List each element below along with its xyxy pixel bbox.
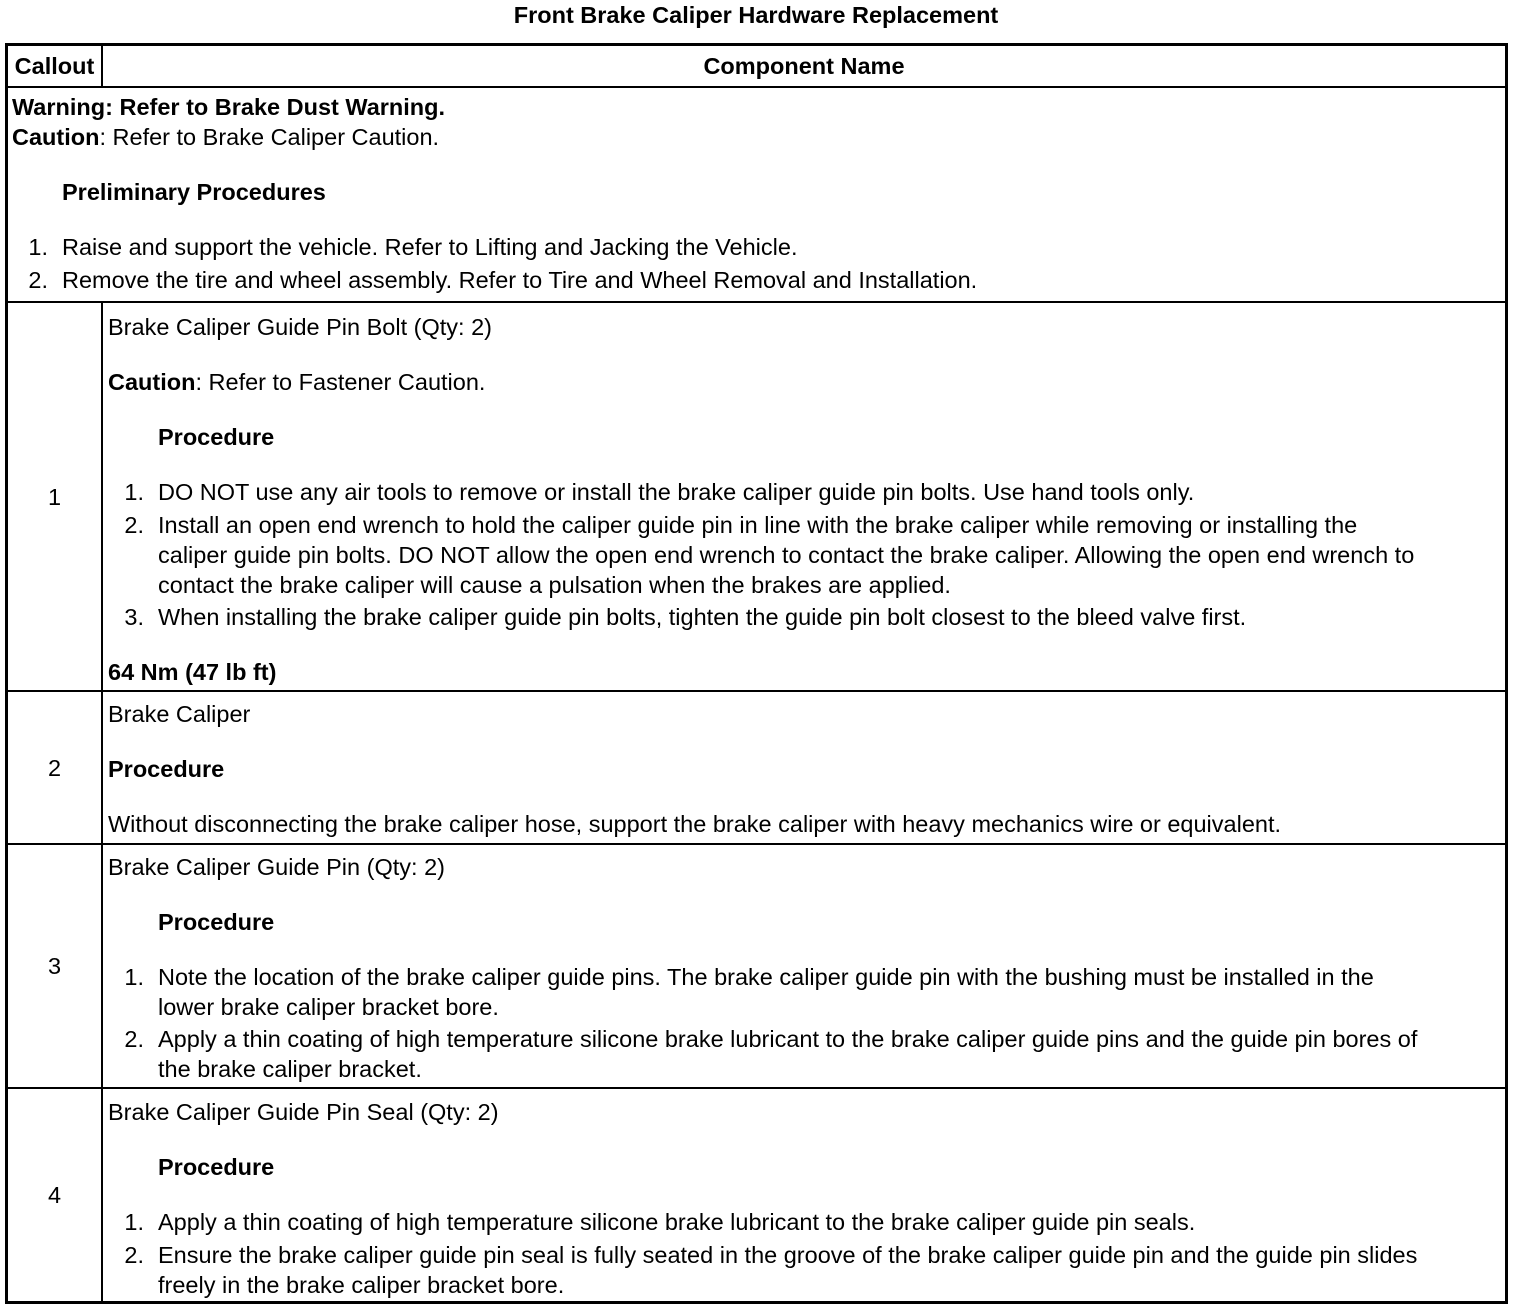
warning-text: : Refer to Brake Dust Warning.: [105, 94, 446, 120]
procedure-text: Without disconnecting the brake caliper hose, support the brake caliper with heavy mechanics wire or equivalent.: [108, 811, 1282, 837]
warning-line: [12, 92, 445, 122]
warning-label: Warning: [12, 94, 106, 120]
caution-text: : Refer to Brake Caliper Caution.: [99, 124, 440, 150]
component-name: Brake Caliper Guide Pin (Qty: 2): [108, 854, 445, 880]
procedure-heading: Procedure: [108, 756, 225, 782]
step-text: Install an open end wrench to hold the caliper guide pin in line with the brake caliper while removing or installing the: [158, 512, 1358, 538]
page-title: Front Brake Caliper Hardware Replacement: [513, 2, 999, 28]
callout-number: 3: [47, 953, 62, 979]
step-text: Note the location of the brake caliper guide pins. The brake caliper guide pin with the bushing must be installed in the: [158, 964, 1374, 990]
procedure-table: [5, 43, 1508, 1304]
table-row: [8, 692, 1505, 845]
step-text: Remove the tire and wheel assembly. Refer to Tire and Wheel Removal and Installation.: [62, 267, 978, 293]
table-row: [8, 1089, 1505, 1301]
caution-label: Caution: [12, 124, 100, 150]
callout-number: 1: [47, 483, 62, 510]
callout-cell: [8, 692, 103, 843]
table-row: [8, 303, 1505, 692]
procedure-heading: Procedure: [158, 424, 275, 450]
step-text: caliper guide pin bolts. DO NOT allow the open end wrench to contact the brake caliper. Allowing the open end wrench to: [158, 542, 1415, 568]
step-text: the brake caliper bracket.: [158, 1056, 422, 1082]
step-text: DO NOT use any air tools to remove or install the brake caliper guide pin bolts. Use hand tools only.: [158, 479, 1195, 505]
step-number: 1.: [28, 234, 48, 260]
component-name: Brake Caliper Guide Pin Bolt (Qty: 2): [108, 314, 492, 340]
step-number: 3.: [124, 604, 144, 630]
preliminary-heading: Preliminary Procedures: [62, 179, 326, 205]
preliminary-section: [8, 88, 1505, 303]
table-row: [8, 845, 1505, 1089]
caution-line: [108, 367, 485, 397]
step-text: Ensure the brake caliper guide pin seal is fully seated in the groove of the brake caliper guide pin and the guide pin slides: [158, 1242, 1418, 1268]
caution-line: [12, 122, 439, 152]
step-text: When installing the brake caliper guide pin bolts, tighten the guide pin bolt closest to the bleed valve first.: [158, 604, 1247, 630]
step-number: 1.: [124, 964, 144, 990]
callout-cell: [8, 303, 103, 690]
component-name-column-header: Component Name: [703, 53, 905, 79]
torque-spec: 64 Nm (47 lb ft): [108, 659, 277, 685]
callout-column-header: Callout: [8, 46, 103, 86]
component-cell: [103, 692, 1505, 843]
step-text: Apply a thin coating of high temperature silicone brake lubricant to the brake caliper guide pins and the guide pin bores of: [158, 1026, 1418, 1052]
step-number: 1.: [124, 1209, 144, 1235]
callout-number: 4: [47, 1182, 62, 1208]
procedure-heading: Procedure: [158, 1154, 275, 1180]
callout-cell: [8, 1089, 103, 1301]
caution-text: : Refer to Fastener Caution.: [195, 369, 486, 395]
component-cell: [103, 303, 1505, 690]
procedure-heading: Procedure: [158, 909, 275, 935]
component-cell: [103, 1089, 1505, 1301]
callout-cell: [8, 845, 103, 1087]
component-cell: [103, 845, 1505, 1087]
step-number: 2.: [124, 1242, 144, 1268]
step-number: 2.: [28, 267, 48, 293]
component-name: Brake Caliper Guide Pin Seal (Qty: 2): [108, 1099, 499, 1125]
step-text: Apply a thin coating of high temperature silicone brake lubricant to the brake caliper guide pin seals.: [158, 1209, 1196, 1235]
callout-number: 2: [47, 754, 62, 781]
caution-label: Caution: [108, 369, 196, 395]
step-text: freely in the brake caliper bracket bore.: [158, 1272, 565, 1298]
step-text: Raise and support the vehicle. Refer to Lifting and Jacking the Vehicle.: [62, 234, 798, 260]
table-header-row: [8, 46, 1505, 88]
component-name: Brake Caliper: [108, 701, 251, 727]
step-text: contact the brake caliper will cause a pulsation when the brakes are applied.: [158, 572, 951, 598]
step-number: 2.: [124, 1026, 144, 1052]
step-number: 1.: [124, 479, 144, 505]
step-number: 2.: [124, 512, 144, 538]
step-text: lower brake caliper bracket bore.: [158, 994, 499, 1020]
